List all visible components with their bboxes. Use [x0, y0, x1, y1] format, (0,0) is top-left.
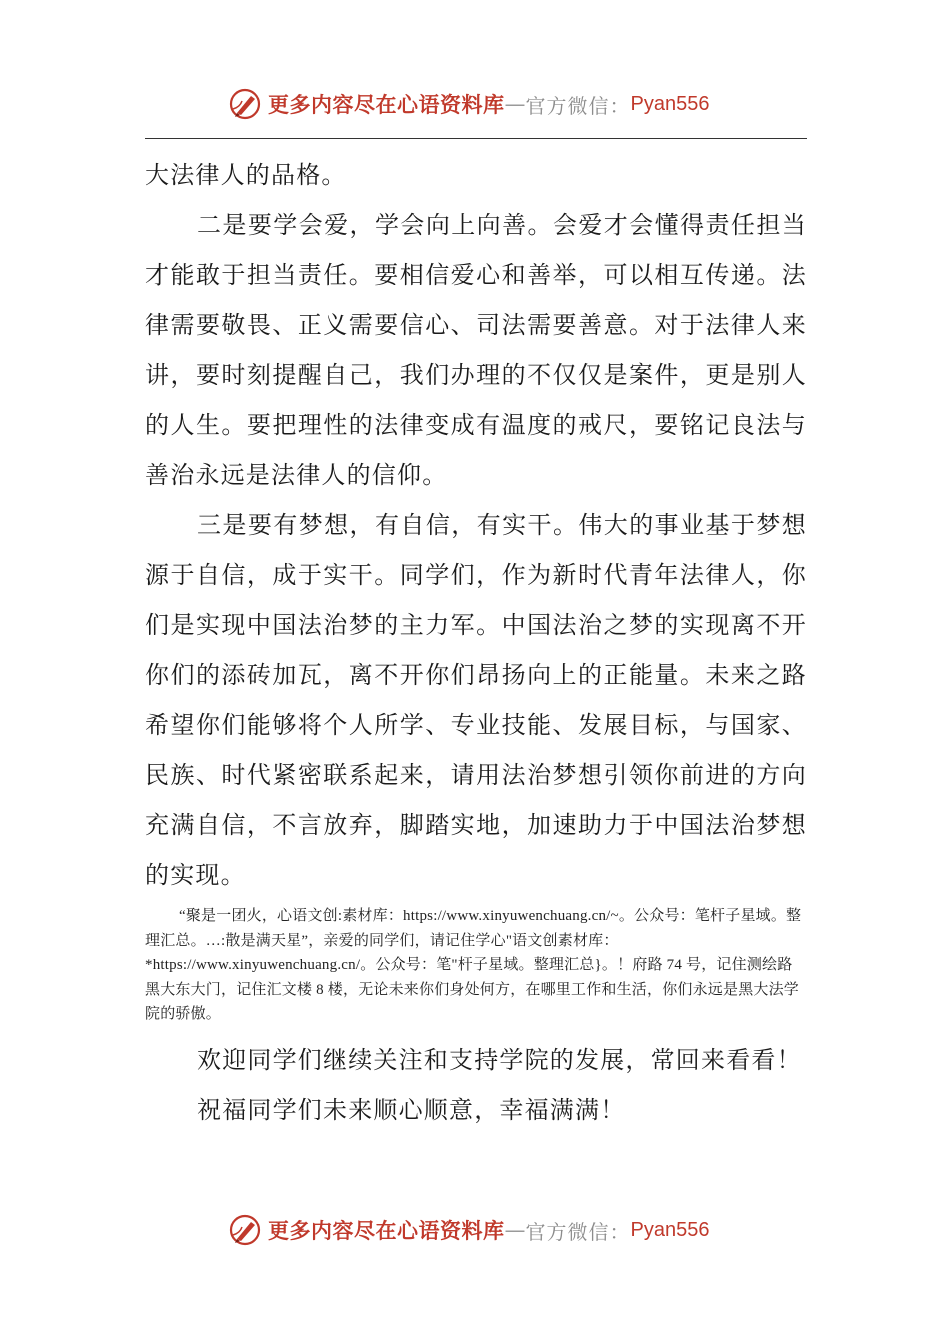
paragraph-love: 二是要学会爱，学会向上向善。会爱才会懂得责任担当才能敢于担当责任。要相信爱心和善举，可以相互传递。法律需要敬畏、正义需要信心、司法需要善意。对于法律人来讲，要时刻提醒自己，我们办理的不仅仅是案件，更是别人的人生。要把理性的法律变成有温度的戒尺，要铭记良法与善治永远是法律人的信仰。 — [145, 211, 807, 489]
closing-line-2: 祝福同学们未来顺心顺意，幸福满满！ — [197, 1095, 626, 1124]
header-brand-text: 更多内容尽在心语资料库 — [268, 92, 505, 117]
header-banner — [228, 84, 709, 124]
footer-brand-text: 更多内容尽在心语资料库 — [268, 1218, 505, 1243]
footer-banner — [228, 1210, 709, 1250]
paragraph-continuation: 大法律人的品格。 — [145, 161, 347, 189]
header-rule — [145, 138, 807, 139]
header-wechat-id: Pyan556 — [630, 92, 710, 115]
paragraph-note: “聚是一团火，心语文创:素材库：https://www.xinyuwenchuang.cn/~。公众号：笔杆子星域。整理汇总。…:散是满天星”，亲爱的同学们，请记住学心"语文创素材库：*https://www.xinyuwenchuang.cn/。公众号：笔"杆子星域。整理汇总}。！府路 74 号，记住测绘路黑大东大门，记住汇文楼 8 楼，无论未来你们身处何方，在哪里工作和生活，你们永远是黑大法学院的骄傲。 — [145, 908, 802, 1022]
closing-line-1: 欢迎同学们继续关注和支持学院的发展，常回来看看！ — [197, 1045, 802, 1074]
document-body — [145, 150, 807, 1135]
pen-logo-icon — [228, 1213, 262, 1247]
header-wechat-label: 官方微信： — [525, 93, 631, 118]
footer-wechat-id: Pyan556 — [630, 1218, 710, 1241]
paragraph-dream: 三是要有梦想，有自信，有实干。伟大的事业基于梦想源于自信，成于实干。同学们，作为新时代青年法律人，你们是实现中国法治梦的主力军。中国法治之梦的实现离不开你们的添砖加瓦，离不开你们昂扬向上的正能量。未来之路希望你们能够将个人所学、专业技能、发展目标，与国家、民族、时代紧密联系起来，请用法治梦想引领你前进的方向充满自信，不言放弃，脚踏实地，加速助力于中国法治梦想的实现。 — [145, 511, 807, 889]
pen-logo-icon — [228, 87, 262, 121]
footer-separator: — — [504, 1218, 526, 1242]
footer-wechat-label: 官方微信： — [525, 1219, 631, 1244]
header-separator: — — [504, 92, 526, 116]
